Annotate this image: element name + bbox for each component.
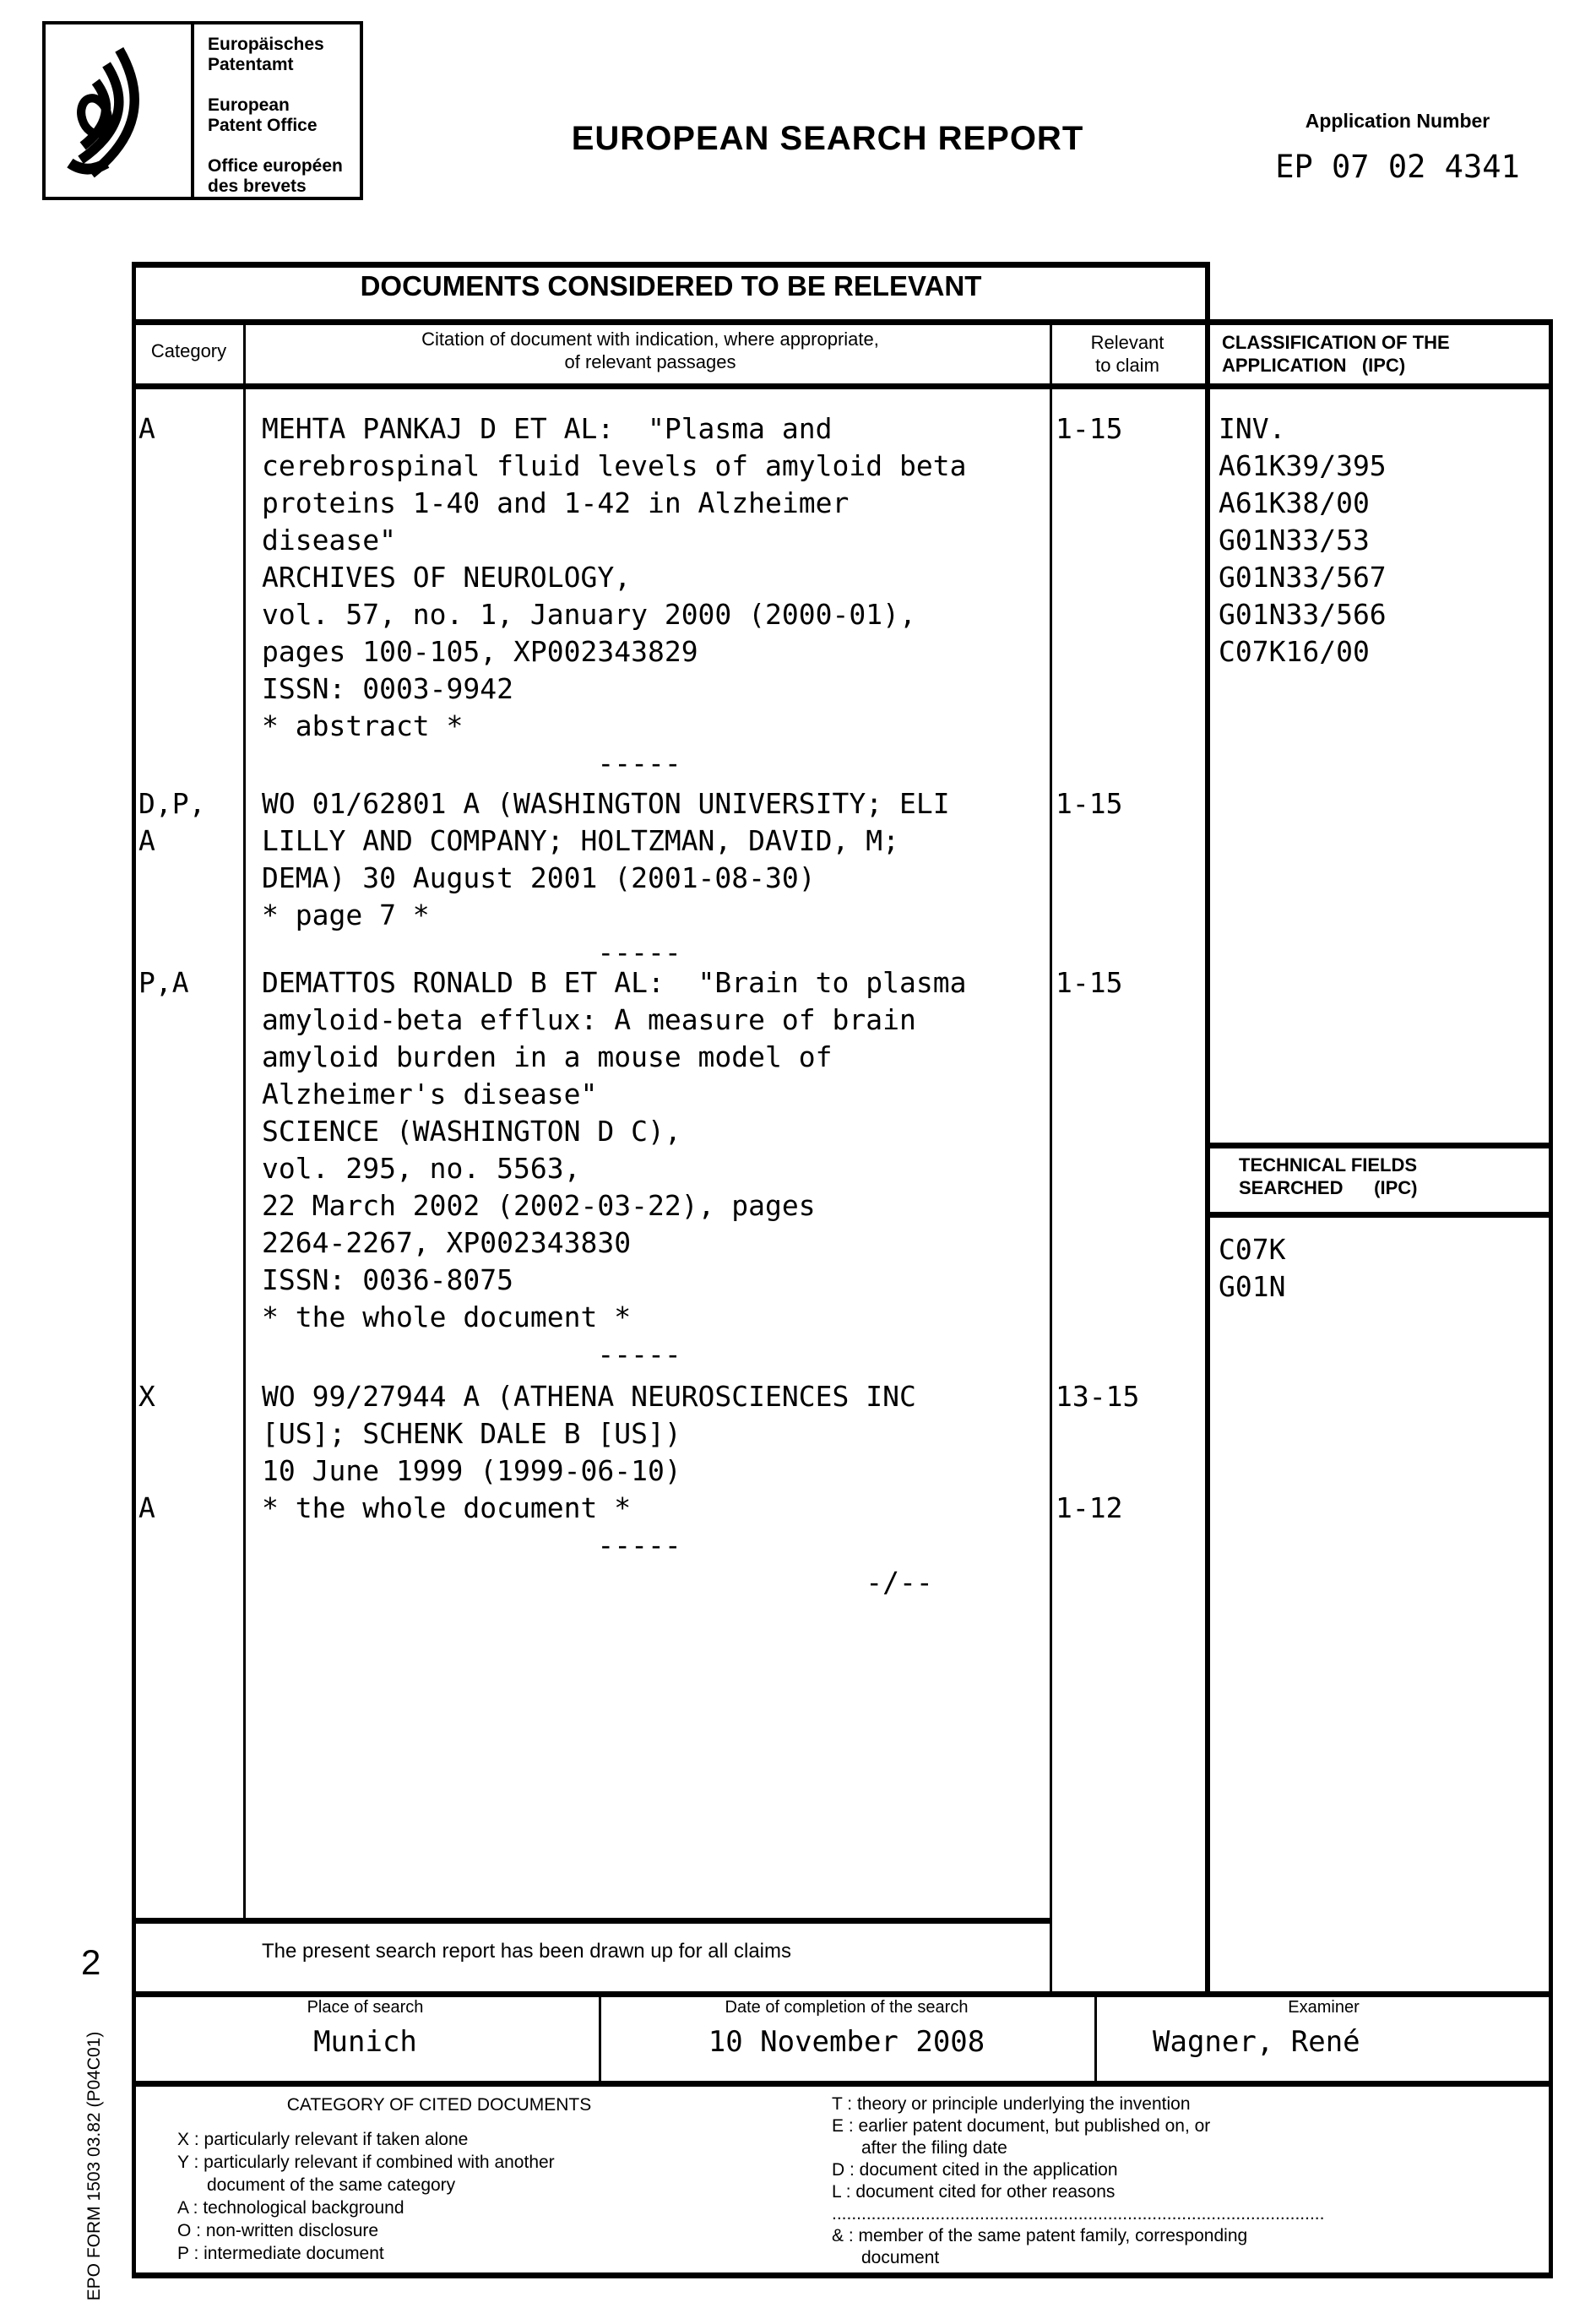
column-header-relevant: Relevant to claim xyxy=(1090,332,1164,376)
divider xyxy=(132,1991,1553,1997)
divider xyxy=(132,319,1553,325)
entry-category: X A xyxy=(138,1380,155,1524)
entry-citation: MEHTA PANKAJ D ET AL: "Plasma and cerebrospinal fluid levels of amyloid beta proteins 1-40 and 1-42 in Alzheimer disease" ARCHIVES OF NEUROLOGY, vol. 57, no. 1, January 2000 (2000-01), pages 100-105, XP002343829 ISSN: 0003-9942 * abstract * ----- xyxy=(262,412,967,779)
epo-logo-icon xyxy=(46,24,194,197)
examiner-value: Wagner, René xyxy=(1153,2025,1360,2059)
divider xyxy=(132,262,1210,268)
date-of-completion-value: 10 November 2008 xyxy=(708,2025,985,2059)
entry-relevant-claims: 1-15 xyxy=(1056,966,1123,999)
entry-relevant-claims: 1-15 xyxy=(1056,412,1123,445)
column-header-classification: CLASSIFICATION OF THE APPLICATION (IPC) xyxy=(1222,332,1450,376)
legend-right-items: T : theory or principle underlying the invention E : earlier patent document, but published on, or after the filing date D : document cited in the application L : document cited for other reasons .................................................................................................... & : member of the same patent family, corresponding document xyxy=(832,2094,1325,2267)
classification-codes: INV. A61K39/395 A61K38/00 G01N33/53 G01N33/567 G01N33/566 C07K16/00 xyxy=(1219,412,1387,668)
drawn-up-statement: The present search report has been drawn up for all claims xyxy=(262,1940,791,1963)
entry-citation: WO 01/62801 A (WASHINGTON UNIVERSITY; ELI LILLY AND COMPANY; HOLTZMAN, DAVID, M; DEMA) 30 August 2001 (2001-08-30) * page 7 * ----- xyxy=(262,787,950,969)
divider xyxy=(132,1918,1052,1924)
epo-swirl-icon xyxy=(59,39,177,182)
divider xyxy=(1205,1212,1553,1218)
divider xyxy=(132,2081,1553,2087)
date-of-completion-label: Date of completion of the search xyxy=(725,1998,969,2017)
entry-citation: WO 99/27944 A (ATHENA NEUROSCIENCES INC [US]; SCHENK DALE B [US]) 10 June 1999 (1999-06-10) * the whole document * ----- -/-- xyxy=(262,1380,933,1599)
entry-category: A xyxy=(138,412,155,445)
divider xyxy=(1205,1143,1553,1148)
place-of-search-value: Munich xyxy=(313,2025,417,2059)
entry-category: D,P, A xyxy=(138,787,206,857)
report-title: EUROPEAN SEARCH REPORT xyxy=(571,120,1084,157)
entry-relevant-claims: 13-15 1-12 xyxy=(1056,1380,1140,1524)
divider xyxy=(1050,319,1052,1991)
application-number-label: Application Number xyxy=(1305,110,1490,132)
technical-fields-header: TECHNICAL FIELDS SEARCHED (IPC) xyxy=(1239,1154,1418,1198)
divider xyxy=(132,2272,1553,2278)
column-header-citation: Citation of document with indication, where appropriate, of relevant passages xyxy=(421,329,879,372)
epo-office-names: Europäisches Patentamt European Patent Office Office européen des brevets xyxy=(208,35,343,196)
place-of-search-label: Place of search xyxy=(307,1998,424,2017)
technical-fields-codes: C07K G01N xyxy=(1219,1233,1286,1303)
entry-category: P,A xyxy=(138,966,189,999)
divider xyxy=(243,319,246,1918)
page-number: 2 xyxy=(81,1942,101,1982)
divider xyxy=(132,383,1553,389)
application-number-value: EP 07 02 4341 xyxy=(1275,149,1520,185)
entry-citation: DEMATTOS RONALD B ET AL: "Brain to plasma amyloid-beta efflux: A measure of brain amyloid burden in a mouse model of Alzheimer's disease" SCIENCE (WASHINGTON D C), vol. 295, no. 5563, 22 March 2002 (2002-03-22), pages 2264-2267, XP002343830 ISSN: 0036-8075 * the whole document * ----- xyxy=(262,966,967,1371)
table-title: DOCUMENTS CONSIDERED TO BE RELEVANT xyxy=(360,270,982,301)
column-header-category: Category xyxy=(150,340,227,361)
entry-relevant-claims: 1-15 xyxy=(1056,787,1123,820)
legend-left-items: X : particularly relevant if taken alone Y : particularly relevant if combined with another document of the same category A : technological background O : non-written disclosure P : intermediate document xyxy=(177,2130,555,2263)
divider xyxy=(1549,319,1553,2278)
divider xyxy=(1205,262,1210,325)
epo-logo-box xyxy=(42,21,363,200)
divider xyxy=(132,262,136,2278)
epo-form-id: EPO FORM 1503 03.82 (P04C01) xyxy=(84,2031,104,2301)
examiner-label: Examiner xyxy=(1288,1998,1360,2017)
divider xyxy=(1205,319,1210,1991)
legend-left-header: CATEGORY OF CITED DOCUMENTS xyxy=(286,2095,592,2115)
